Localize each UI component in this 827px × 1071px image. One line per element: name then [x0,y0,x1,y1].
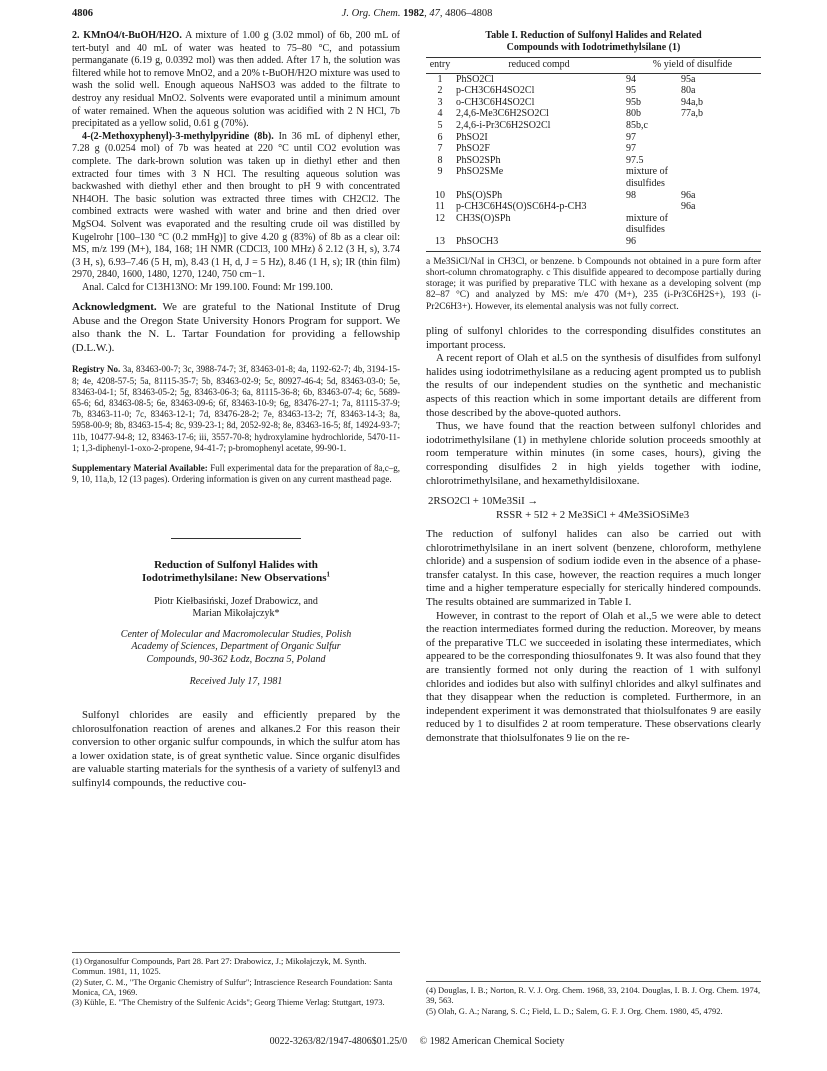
registry-text: 3a, 83463-00-7; 3c, 3988-74-7; 3f, 83463-01-8; 4a, 1192-62-7; 4b, 3194-15-8; 4e, 4208-57-5; 5a, 81115-35-7; 5b, 83463-02-9; 5c, 80927-46-4; 5d, 83463-03-0; 5e, 83463-04-1; 5f, 83463-05-2; 5g, 83463-06-3; 6a, 81115-36-8; 6b, 83463-07-4; 6c, 5689-65-6; 6d, 83463-08-5; 6e, 83463-09-6; 6f, 83463-10-9; 6g, 83476-27-1; 7a, 81115-37-9; 7b, 83463-11-0; 7c, 83463-12-1; 7d, 83476-28-2; 7e, 83463-13-2; 7f, 83463-14-3; 8a, 5958-00-9; 8b, 83463-15-4; 8c, 939-23-1; 8d, 2052-92-8; 8e, 83463-16-5; 8f, 14924-93-7; 11b, 10477-94-8; 12, 83463-17-6; iii, 3557-70-8; hydroxylamine hydrochloride, 5470-11-1; 1,3-diphenyl-1-oxo-2-propene, 94-41-7; p-bromophenyl acetate, 99-90-1. [72,364,401,453]
footnote: (4) Douglas, I. B.; Norton, R. V. J. Org. Chem. 1968, 33, 2104. Douglas, I. B. J. Org. Chem. 1974, 39, 563. [426,985,761,1006]
table-row [426,108,761,120]
column-header: reduced compd [454,58,624,74]
table-row [426,213,761,236]
journal-citation: J. Org. Chem. 1982, 47, 4806–4808 [341,8,493,19]
entry-cell: 10 [435,189,445,201]
yield-cell: 97 [626,143,636,155]
table-row [426,97,761,109]
yield-cell: 80b [626,108,641,120]
yield-cell [679,120,761,132]
table-row [426,120,761,132]
table-label: Table I. [485,30,518,41]
table-row [426,155,761,167]
supplementary-material [72,463,400,485]
footnote: (5) Olah, G. A.; Narang, S. C.; Field, L. D.; Salem, G. F. J. Org. Chem. 1980, 45, 4792. [426,1005,723,1016]
experimental-paragraph-2 [72,131,400,282]
table-header-row [426,58,761,74]
intro-paragraph: Sulfonyl chlorides are easily and efficiently prepared by the chlorosulfonation reaction of arenes and alkanes.2 For this reason their conversion to other organic sulfur compounds, in which the sulfur atom has a lower oxidation state, is of great synthetic value. Since organic disulfides are valuable starting materials for the synthesis of a variety of sulfenyl3 and sulfinyl4 compounds, the reductive cou- [72,709,400,790]
table-row [426,201,761,213]
left-column [72,30,400,791]
table-row [426,85,761,97]
yield-cell: 80a [681,85,696,97]
table-1 [426,57,761,252]
compound-cell: PhSO2SMe [456,166,504,178]
author-line: Marian Mikołajczyk* [192,608,280,620]
entry-cell: 13 [426,236,454,251]
yield-cell: 95a [681,73,696,85]
reaction-equation [426,494,761,522]
affiliation-line: Compounds, 90-362 Łodz, Boczna 5, Poland [146,653,326,665]
table-row [426,166,761,189]
journal-volume: 47 [429,8,440,19]
yield-cell [679,236,761,251]
yield-cell [679,143,761,155]
article-code: 0022-3263/82/1947-4806$01.25/0 [269,1036,408,1047]
yield-cell: 94a,b [681,96,703,108]
body-paragraph: A recent report of Olah et al.5 on the synthesis of disulfides from sulfonyl halides using iodotrimethylsilane as a reducing agent prompted us to publish the results of our independent studies on the synthetic and mechanistic aspects of this reaction which in some important details are different from those described by the above-quoted authors. [426,352,761,419]
table-row [426,190,761,202]
running-header [72,8,762,22]
compound-cell: 2,4,6-Me3C6H2SO2Cl [456,108,549,120]
compound-cell: p-CH3C6H4SO2Cl [456,85,535,97]
table-body [426,73,761,251]
footnotes-left [72,952,400,1007]
yield-cell [679,132,761,144]
paragraph-lead: 4-(2-Methoxyphenyl)-3-methylpyridine (8b). [82,130,274,142]
article-title [72,559,400,586]
entry-cell: 1 [437,73,443,85]
journal-name: J. Org. Chem. [341,8,401,19]
body-paragraph: The reduction of sulfonyl halides can also be carried out with chlorotrimethylsilane in an inert solvent (benzene, chloroform, methylene chloride) and a suspension of sodium iodide even in the absence of a phase-transfer catalyst. In this case, however, the reaction requires a much longer time and a higher temperature especially for sterically hindered compounds. The results obtained are summarized in Table I. [426,528,761,609]
column-header: % yield of disulfide [624,58,761,74]
yield-cell [679,166,761,189]
section-divider [171,538,301,539]
yield-cell: 95 [626,85,636,97]
authors [72,596,400,621]
yield-cell: 96 [624,236,679,251]
compound-cell: PhSO2I [456,131,488,143]
title-footnote-ref: 1 [326,570,331,579]
ack-text: We are grateful to the National Institute of Drug Abuse and the Oregon State University Honors Program for support. We also thank the N. L. Tartar Foundation for providing a fellowship (D.L.W.). [72,301,400,354]
yield-cell [679,213,761,236]
compound-cell: PhSOCH3 [454,236,624,251]
body-paragraph: Thus, we have found that the reaction between sulfonyl chlorides and iodotrimethylsilane (1) in methylene chloride solution proceeds smoothly at room temperature within minutes (in some cases, hours), giving the corresponding disulfides 2 in high yields together with iodine, chlorotrimethylsilane, and hexamethyldisiloxane. [426,420,761,487]
affiliation-line: Academy of Sciences, Department of Organic Sulfur [131,641,341,653]
paragraph-lead: 2. KMnO4/t-BuOH/H2O. [72,30,182,41]
acknowledgment [72,301,400,355]
footnote: (2) Suter, C. M., "The Organic Chemistry of Sulfur"; Intrascience Research Foundation: Santa Monica, CA, 1969. [72,976,393,997]
supp-text: Full experimental data for the preparation of 8a,c–g, 9, 10, 11a,b, 12 (13 pages). Ordering information is given on any current masthead page. [72,463,401,485]
entry-cell: 11 [435,201,445,213]
right-column [426,30,761,746]
yield-cell: 98 [626,189,636,201]
entry-cell: 7 [437,143,443,155]
journal-year: 1982 [403,8,425,19]
equation-line: 2RSO2Cl + 10Me3SiI → [428,495,539,508]
page-footer [72,1036,762,1047]
table-caption-line: Reduction of Sulfonyl Halides and Related [520,30,702,41]
entry-cell: 4 [437,108,443,120]
yield-cell: 94 [626,73,636,85]
table-caption-line: Compounds with Iodotrimethylsilane (1) [506,42,681,53]
entry-cell: 5 [437,119,443,131]
yield-cell: 96a [681,189,696,201]
entry-cell: 3 [437,96,443,108]
compound-cell: PhSO2Cl [456,73,494,85]
registry-lead: Registry No. [72,364,121,375]
copyright: © 1982 American Chemical Society [419,1036,565,1047]
journal-pages: 4806–4808 [445,8,493,19]
anal-line: Anal. Calcd for C13H13NO: Mr 199.100. Found: Mr 199.100. [82,281,333,293]
table-row [426,132,761,144]
yield-cell: 85b,c [626,119,648,131]
author-line: Piotr Kiełbasiński, Jozef Drabowicz, and [154,595,318,607]
yield-cell [679,155,761,167]
table-caption [426,30,761,54]
table-notes: a Me3SiCl/NaI in CH3Cl, or benzene. b Compounds not obtained in a pure form after short-column chromatography. c This disulfide appeared to decompose partially during storage; it was purified by preparative TLC with hexane as a developing solvent (mp 82–87 °C) and analyzed by MS: m/e 470 (M+), 235 (i-Pr3C6H2S+), 193 (i-Pr2C6H3+). However, its elemental analysis was not fully correct. [426,256,761,312]
experimental-paragraph-1 [72,30,400,131]
entry-cell: 9 [437,166,443,178]
entry-cell: 6 [437,131,443,143]
yield-cell: 77a,b [681,108,703,120]
entry-cell: 12 [435,212,445,224]
yield-cell: 97 [626,131,636,143]
received-date: Received July 17, 1981 [189,676,283,688]
body-paragraph: However, in contrast to the report of Olah et al.,5 we were able to detect the reaction intermediates formed during the reduction. Moreover, by means of the preparative TLC we succeeded in isolating these intermediates, which appeared to be the corresponding thiosulfonates 9. It was also found that they are transiently formed not only during the reaction of 1 with sulfonyl chlorides and iodides but also with sulfinyl chlorides and alkyl sulfinates and that they disappear when the reduction is completed. Furthermore, in an independent experiment it was demonstrated that thiolsulfonates 9 are easily reduced by 1 to disulfides 2 at room temperature. These observations clearly demonstrate that thiolsulfonates 9 lie on the re- [426,609,761,745]
column-header: entry [426,58,454,74]
yield-cell [624,201,679,213]
entry-cell: 2 [437,85,443,97]
affiliation-line: Center of Molecular and Macromolecular Studies, Polish [120,628,352,640]
supp-lead: Supplementary Material Available: [72,463,208,474]
compound-cell: o-CH3C6H4SO2Cl [456,96,535,108]
ack-lead: Acknowledgment. [72,301,157,314]
compound-cell: PhSO2F [456,143,490,155]
yield-cell: 96a [681,201,696,213]
affiliation [72,629,400,667]
article-title-line: Iodotrimethylsilane: New Observations [141,572,327,584]
page-number: 4806 [72,8,93,19]
yield-cell: mixture of disulfides [626,166,668,189]
paragraph-text: In 36 mL of diphenyl ether, 7.28 g (0.0254 mol) of 7b was heated at 220 °C until CO2 evolution was complete. The dark-brown solution was taken up in diethyl ether and then extracted four times with 3 N HCl. The resulting aqueous solution was backwashed with diethyl ether and then brought to pH 9 with concentrated NH4OH. The basic solution was extracted three times with CH2Cl2. The combined extracts were washed with water and brine and then dried over MgSO4. Solvent was evaporated and the resulting crude oil was distilled by Kugelrohr [100–130 °C (0.2 mmHg)] to give 4.20 g (83%) of 8b as a clear oil: MS, m/z 199 (M+), 184, 168; 1H NMR (CDCl3, 100 MHz) δ 2.12 (3 H, s), 3.74 (3 H, s), 6.93–7.46 (5 H, m), 8.43 (1 H, d, J = 5 Hz), 8.46 (1 H, s); IR (thin film) 2970, 2840, 1600, 1480, 1270, 1240, 750 cm−1. [72,130,400,281]
table-row [426,73,761,85]
yield-cell: 95b [626,96,641,108]
compound-cell: 2,4,6-i-Pr3C6H2SO2Cl [456,119,551,131]
body-paragraph: pling of sulfonyl chlorides to the corresponding disulfides constitutes an important process. [426,324,761,351]
yield-cell: mixture of disulfides [626,212,668,236]
footnote: (1) Organosulfur Compounds, Part 28. Part 27: Drabowicz, J.; Mikołajczyk, M. Synth. Commun. 1981, 11, 1025. [72,956,367,977]
yield-cell: 97.5 [626,154,644,166]
paragraph-text: A mixture of 1.00 g (3.02 mmol) of 6b, 200 mL of tert-butyl and 40 mL of water was heated to 75–80 °C, and potassium permanganate (6.19 g, 0.0392 mol) was then added. After 17 h, the solution was filtered while hot to remove MnO2, and a 20% t-BuOH/H2O mixture was used to wash the solid well. Enough aqueous NaHSO3 was added to the filtrate to destroy any residual MnO2. Solvents were evaporated until a minimum amount of water remained. When the aqueous solution was acidified with 2 N HCl, 7b precipitated as a yellow solid, 0.61 g (70%). [72,30,401,130]
footnote: (3) Kühle, E. "The Chemistry of the Sulfenic Acids"; Georg Thieme Verlag: Stuttgart, 1973. [72,997,385,1008]
footnotes-right [426,981,761,1016]
registry-numbers [72,364,400,454]
compound-cell: p-CH3C6H4S(O)SC6H4-p-CH3 [456,201,587,213]
table-row [426,236,761,251]
article-title-line: Reduction of Sulfonyl Halides with [154,558,318,571]
table-row [426,143,761,155]
equation-line: RSSR + 5I2 + 2 Me3SiCl + 4Me3SiOSiMe3 [496,509,690,522]
compound-cell: CH3S(O)SPh [456,212,511,224]
compound-cell: PhSO2SPh [456,154,501,166]
compound-cell: PhS(O)SPh [456,189,503,201]
entry-cell: 8 [437,154,443,166]
